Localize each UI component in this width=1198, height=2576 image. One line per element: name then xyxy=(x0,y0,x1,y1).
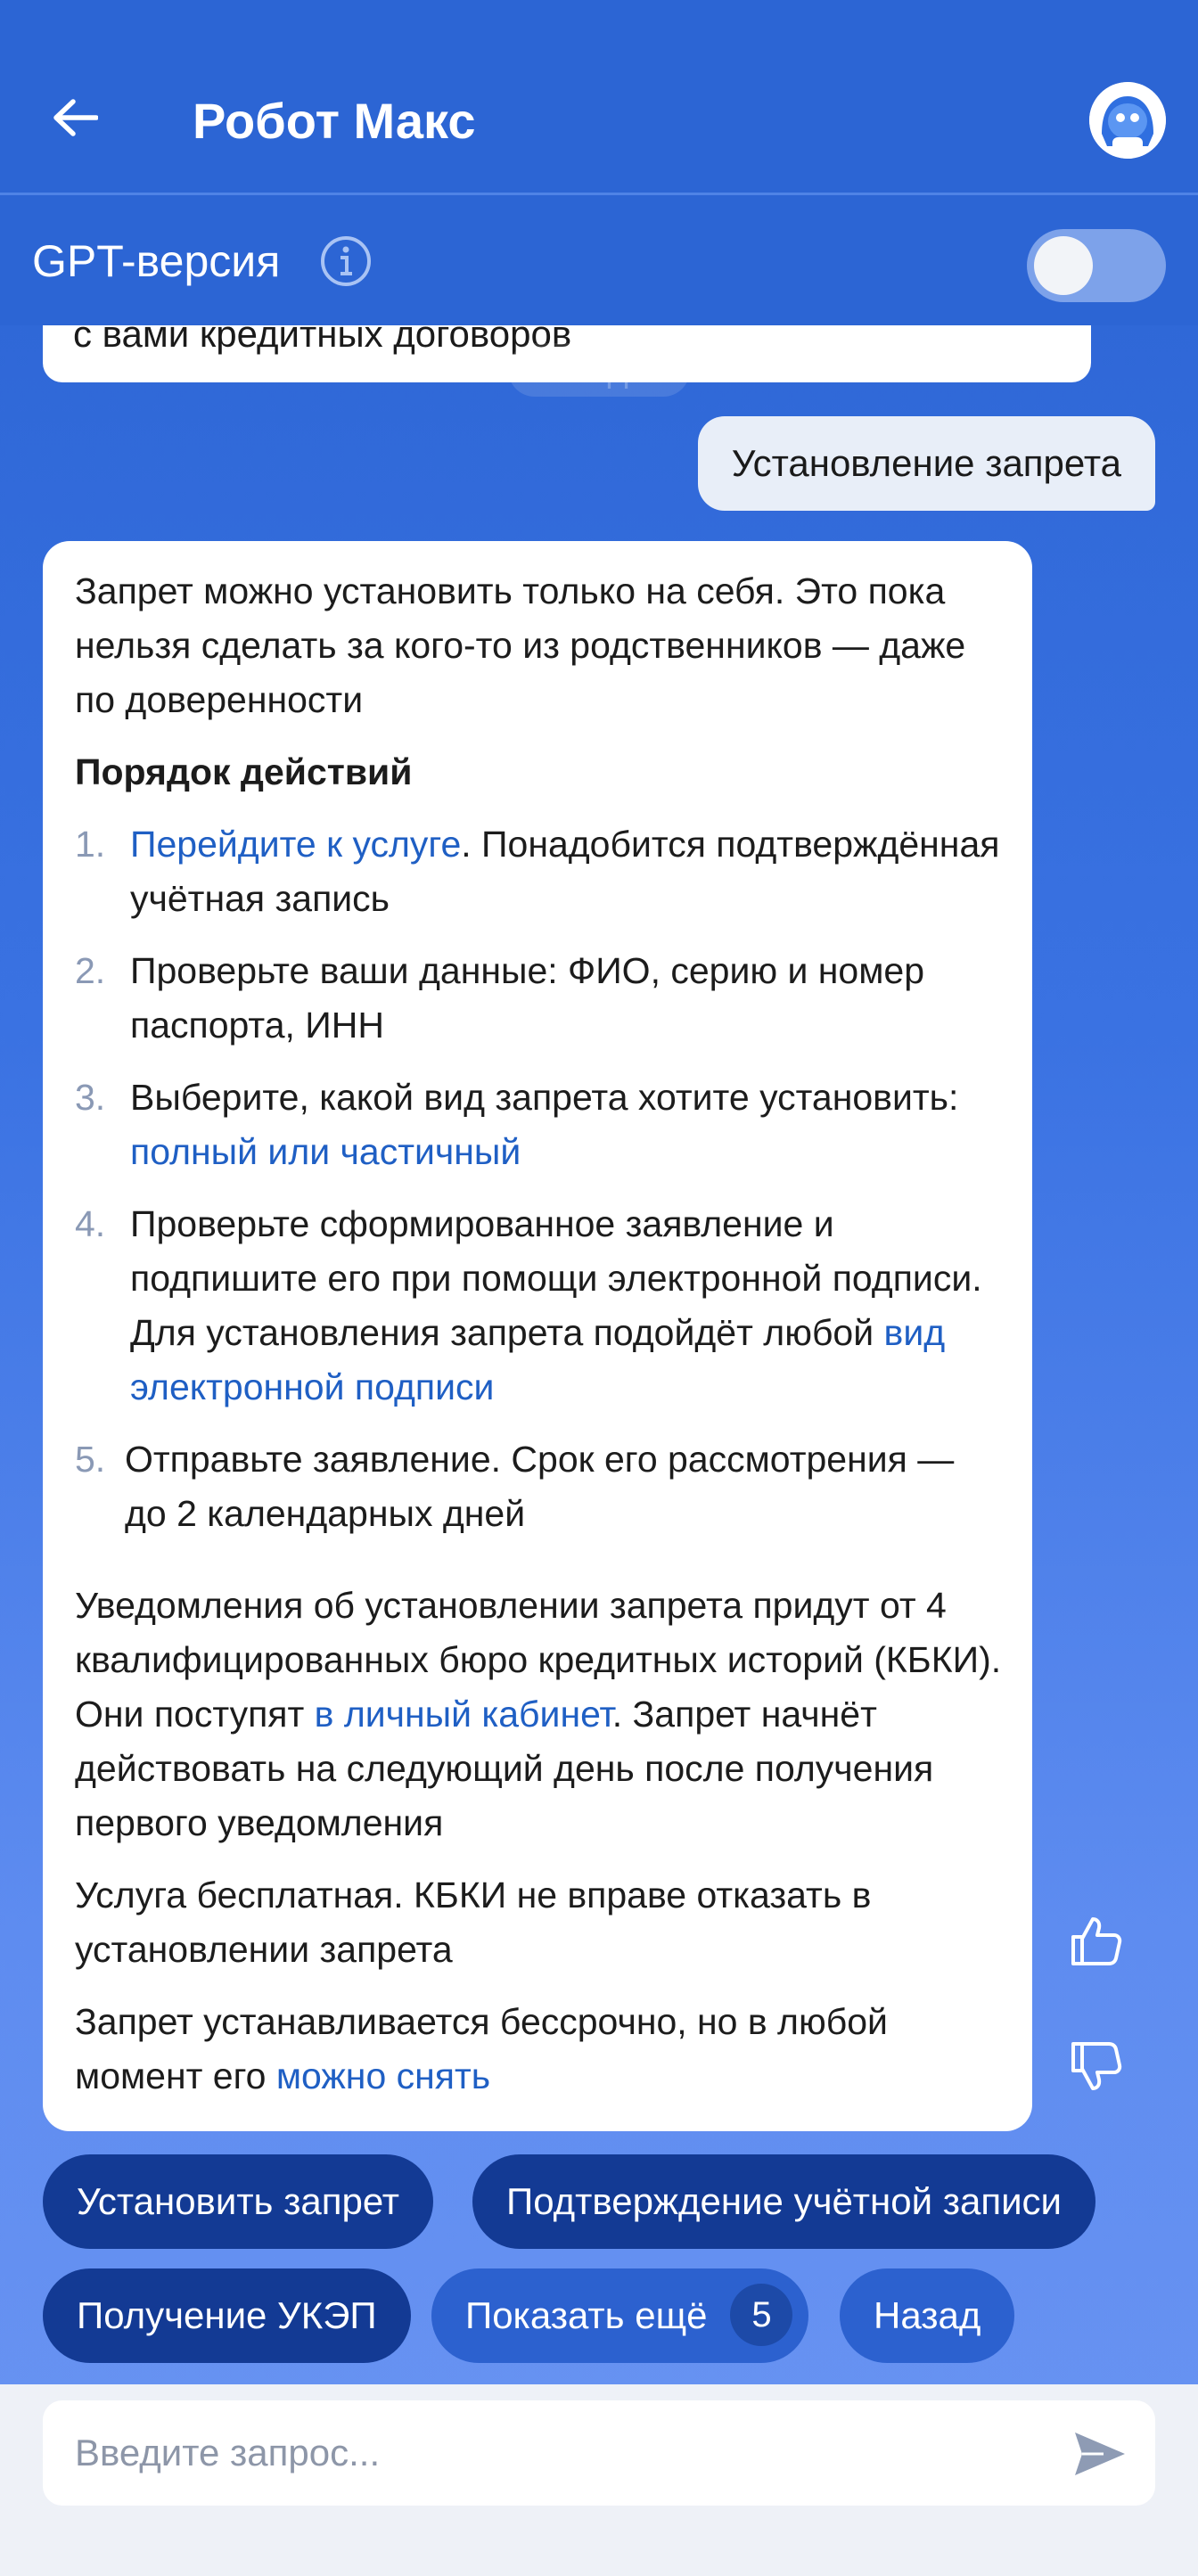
avatar[interactable] xyxy=(1089,82,1166,159)
app-bar xyxy=(0,0,1198,194)
free-paragraph: Услуга бесплатная. КБКИ не вправе отказать в установлении запрета xyxy=(75,1875,872,1970)
notify-text: Уведомления об установлении запрета придут от 4 квалифицированных бюро кредитных историй (КБКИ). Они поступят xyxy=(75,1585,1002,1735)
back-chip[interactable]: Назад xyxy=(840,2268,1014,2363)
confirm-account-chip[interactable]: Подтверждение учётной записи xyxy=(472,2154,1095,2249)
query-input[interactable] xyxy=(43,2400,1155,2506)
service-link[interactable]: Перейдите к услуге xyxy=(130,824,462,865)
list-item xyxy=(75,817,1002,926)
step-number: 1. xyxy=(75,824,106,865)
step-number: 3. xyxy=(75,1077,106,1118)
thumbs-up-icon[interactable] xyxy=(1068,1912,1125,1969)
user-message: Установление запрета xyxy=(698,416,1155,511)
remove-ban-link[interactable]: можно снять xyxy=(275,2055,491,2096)
ban-type-link[interactable]: полный или частичный xyxy=(130,1131,521,1172)
list-item xyxy=(75,1071,1002,1179)
list-item xyxy=(75,1432,1002,1541)
notify-paragraph xyxy=(75,1579,1002,1850)
chat-area[interactable] xyxy=(0,325,1198,2384)
step-text xyxy=(130,817,1002,926)
step-text: Отправьте заявление. Срок его рассмотрения — до 2 календарных дней xyxy=(125,1439,955,1534)
gpt-version-bar xyxy=(0,195,1198,325)
permanent-text: Запрет устанавливается бессрочно, но в любой момент его xyxy=(75,2001,888,2096)
permanent-paragraph xyxy=(75,1995,1002,2104)
steps-list xyxy=(75,817,1002,1541)
thumbs-down-icon[interactable] xyxy=(1068,2039,1125,2096)
step-text xyxy=(130,1197,1002,1415)
step-text: Проверьте ваши данные: ФИО, серию и номер паспорта, ИНН xyxy=(130,950,925,1046)
step-text-body: Выберите, какой вид запрета хотите установить: xyxy=(130,1077,959,1118)
query-placeholder: Введите запрос... xyxy=(75,2432,381,2473)
get-ukep-chip[interactable]: Получение УКЭП xyxy=(43,2268,411,2363)
info-icon[interactable] xyxy=(319,234,373,288)
arrow-left-icon xyxy=(52,98,98,137)
send-icon[interactable] xyxy=(1073,2429,1127,2479)
signature-type-link[interactable]: вид электронной подписи xyxy=(130,1312,946,1407)
step-text xyxy=(130,1071,1002,1179)
show-more-label: Показать ещё xyxy=(465,2294,708,2336)
back-button[interactable] xyxy=(46,89,103,146)
step-number: 5. xyxy=(75,1439,106,1480)
bot-intro: Запрет можно установить только на себя. Это пока нельзя сделать за кого-то из родственников — даже по доверенности xyxy=(75,570,966,720)
personal-account-link[interactable]: в личный кабинет xyxy=(314,1694,612,1735)
list-item xyxy=(75,944,1002,1053)
date-chip: Сегодня xyxy=(508,343,690,397)
list-item xyxy=(75,1197,1002,1415)
show-more-count-badge: 5 xyxy=(730,2284,792,2346)
step-number: 4. xyxy=(75,1203,106,1244)
bot-message xyxy=(43,541,1032,2131)
composer xyxy=(0,2384,1198,2576)
previous-message-text: с вами кредитных договоров xyxy=(73,325,572,355)
set-ban-chip[interactable]: Установить запрет xyxy=(43,2154,433,2249)
toggle-knob xyxy=(1034,236,1093,295)
show-more-chip[interactable] xyxy=(431,2268,808,2363)
gpt-version-toggle[interactable] xyxy=(1027,229,1166,302)
robot-avatar-icon xyxy=(1089,82,1166,159)
gpt-version-label: GPT-версия xyxy=(32,236,281,286)
step-number: 2. xyxy=(75,950,106,991)
bot-heading: Порядок действий xyxy=(75,751,413,792)
step-text-body: Проверьте сформированное заявление и подпишите его при помощи электронной подписи. Для установления запрета подойдёт любой xyxy=(130,1203,982,1353)
step-text-body: . Понадобится подтверждённая учётная запись xyxy=(130,824,1000,919)
page-title: Робот Макс xyxy=(193,93,476,149)
notify-text-end: . Запрет начнёт действовать на следующий день после получения первого уведомления xyxy=(75,1694,934,1843)
